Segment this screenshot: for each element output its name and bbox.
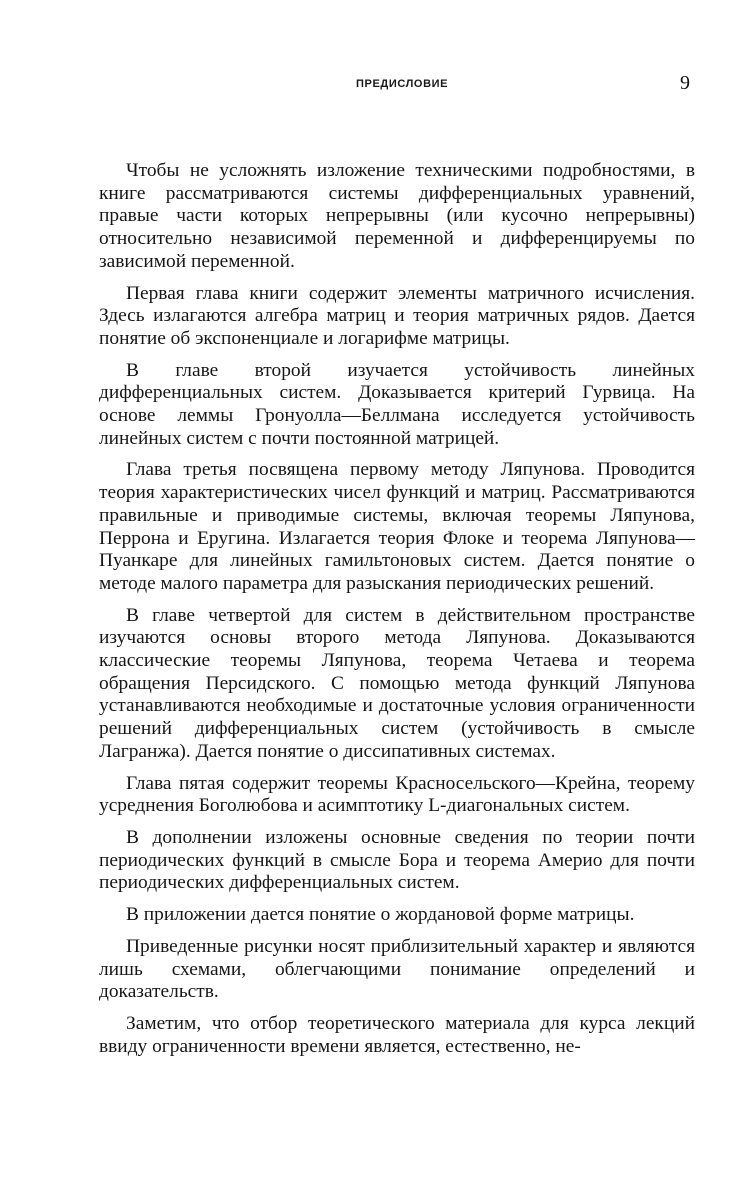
paragraph-figures: Приведенные рисунки носят приблизительный характер и являются лишь схемами, облегчающими понимание определений и доказательств. — [99, 935, 695, 1003]
paragraph-closing: Заметим, что отбор теоретического материала для курса лекций ввиду ограниченности времени является, естественно, не- — [99, 1012, 695, 1057]
paragraph-supplement: В дополнении изложены основные сведения по теории почти периодических функций в смысле Бора и теорема Америо для почти периодических дифференциальных систем. — [99, 826, 695, 894]
page-number: 9 — [680, 72, 690, 94]
paragraph-chapter-4: В главе четвертой для систем в действительном пространстве изучаются основы второго метода Ляпунова. Доказываются классические теоремы Ляпунова, теорема Четаева и теорема обращения Персидского. С помощью метода функций Ляпунова устанавливаются необходимые и достаточные условия ограниченности решений дифференциальных систем (устойчивость в смысле Лагранжа). Дается понятие о диссипативных системах. — [99, 604, 695, 762]
running-head-title: ПРЕДИСЛОВИЕ — [356, 78, 449, 90]
paragraph-chapter-5: Глава пятая содержит теоремы Красносельского—Крейна, теорему усреднения Боголюбова и асимптотику L-диагональных систем. — [99, 772, 695, 817]
body-text — [99, 160, 695, 1067]
paragraph-chapter-3: Глава третья посвящена первому методу Ляпунова. Проводится теория характеристических чисел функций и матриц. Рассматриваются правильные и приводимые системы, включая теоремы Ляпунова, Перрона и Еругина. Излагается теория Флоке и теорема Ляпунова—Пуанкаре для линейных гамильтоновых систем. Дается понятие о методе малого параметра для разыскания периодических решений. — [99, 459, 695, 594]
paragraph-chapter-1: Первая глава книги содержит элементы матричного исчисления. Здесь излагаются алгебра матриц и теория матричных рядов. Дается понятие об экспоненциале и логарифме матрицы. — [99, 282, 695, 349]
paragraph-chapter-2: В главе второй изучается устойчивость линейных дифференциальных систем. Доказывается критерий Гурвица. На основе леммы Гронуолла—Беллмана исследуется устойчивость линейных систем с почти постоянной матрицей. — [99, 359, 695, 449]
paragraph-appendix: В приложении дается понятие о жордановой форме матрицы. — [126, 904, 635, 926]
paragraph-intro: Чтобы не усложнять изложение техническими подробностями, в книге рассматриваются системы дифференциальных уравнений, правые части которых непрерывны (или кусочно непрерывны) относительно независимой переменной и дифференцируемы по зависимой переменной. — [99, 160, 695, 272]
